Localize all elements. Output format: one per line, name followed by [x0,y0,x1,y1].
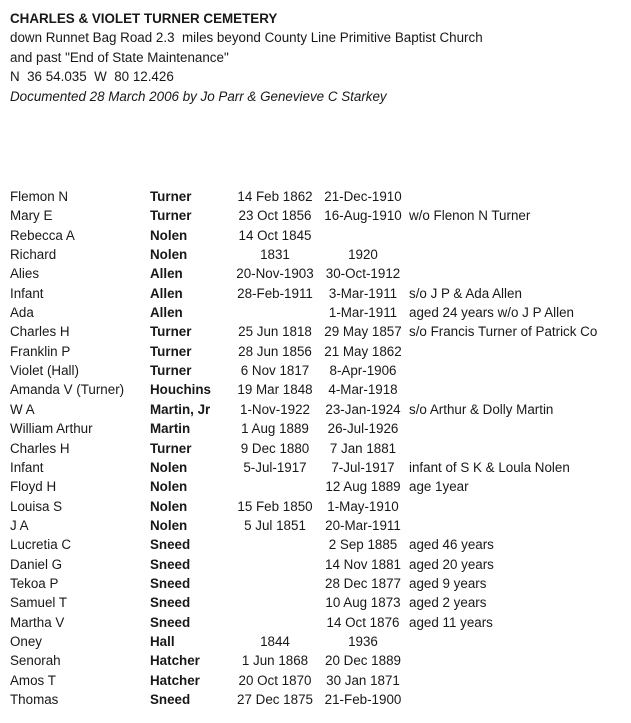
death-date-cell: 20-Mar-1911 [325,517,401,533]
surname-cell: Turner [150,208,192,224]
given-name-cell: Infant [10,459,44,475]
given-name-cell: Rebecca A [10,227,75,243]
surname-cell: Turner [150,189,192,205]
death-date-cell: 1-Mar-1911 [328,305,398,321]
notes-cell [409,380,631,399]
table-row [10,322,631,341]
birth-date-cell: 6 Nov 1817 [240,363,310,379]
birth-date-cell: 1844 [260,633,290,649]
given-name-cell: Tekoa P [10,575,59,591]
surname-cell: Nolen [150,227,188,243]
notes-cell [409,690,631,709]
notes-cell [409,342,631,361]
notes-cell [409,497,631,516]
table-row [10,671,631,690]
birth-date-cell: 1 Jun 1868 [241,653,309,669]
given-name-cell: Louisa S [10,498,63,514]
notes-cell [409,651,631,670]
death-date-cell: 30 Jan 1871 [326,672,400,688]
notes-cell: w/o Flenon N Turner [409,208,531,224]
table-row [10,303,631,322]
given-name-cell: Ada [10,305,34,321]
death-date-cell: 1-May-1910 [327,498,399,514]
notes-cell [409,516,631,535]
notes-cell: s/o Arthur & Dolly Martin [409,401,554,417]
table-row [10,613,631,632]
birth-date-cell: 19 Mar 1848 [237,382,313,398]
notes-cell: s/o J P & Ada Allen [409,285,522,301]
notes-cell [409,361,631,380]
notes-cell: s/o Francis Turner of Patrick Co [409,324,598,340]
notes-cell: aged 9 years [409,575,487,591]
birth-date-cell: 20-Nov-1903 [236,266,314,282]
birth-date-cell: 27 Dec 1875 [237,691,313,707]
death-date-cell [317,226,409,245]
birth-date-cell: 14 Feb 1862 [237,189,313,205]
surname-cell: Nolen [150,247,188,263]
birth-date-cell [233,303,317,322]
death-date-cell: 8-Apr-1906 [329,363,397,379]
death-date-cell: 21 May 1862 [324,343,402,359]
notes-cell: aged 46 years [409,537,494,553]
surname-cell: Martin [150,421,191,437]
location-description-line1: down Runnet Bag Road 2.3 miles beyond County Line Primitive Baptist Church [10,30,483,46]
surname-cell: Sneed [150,595,191,611]
death-date-cell: 16-Aug-1910 [324,208,402,224]
table-row [10,264,631,283]
surname-cell: Allen [150,266,183,282]
birth-date-cell: 14 Oct 1845 [238,227,312,243]
table-row [10,477,631,496]
notes-cell [409,671,631,690]
birth-date-cell [233,613,317,632]
surname-cell: Sneed [150,691,191,707]
birth-date-cell: 1-Nov-1922 [240,401,310,417]
cemetery-records-table [10,187,631,709]
table-row [10,458,631,477]
surname-cell: Turner [150,343,192,359]
given-name-cell: Amos T [10,672,56,688]
given-name-cell: Thomas [10,691,59,707]
death-date-cell: 1920 [348,247,378,263]
table-row [10,439,631,458]
table-row [10,206,631,225]
birth-date-cell: 9 Dec 1880 [240,440,310,456]
death-date-cell: 3-Mar-1911 [328,285,398,301]
birth-date-cell: 23 Oct 1856 [238,208,312,224]
birth-date-cell [233,593,317,612]
page-title: CHARLES & VIOLET TURNER CEMETERY [10,11,278,26]
given-name-cell: W A [10,401,35,417]
birth-date-cell: 28 Jun 1856 [238,343,312,359]
table-row [10,361,631,380]
surname-cell: Sneed [150,537,191,553]
surname-cell: Allen [150,285,183,301]
surname-cell: Nolen [150,479,188,495]
given-name-cell: Samuel T [10,595,68,611]
birth-date-cell [233,555,317,574]
death-date-cell: 23-Jan-1924 [325,401,401,417]
death-date-cell: 10 Aug 1873 [325,595,401,611]
given-name-cell: Floyd H [10,479,57,495]
notes-cell: age 1year [409,479,469,495]
notes-cell [409,632,631,651]
surname-cell: Hall [150,633,175,649]
given-name-cell: Martha V [10,614,65,630]
birth-date-cell: 28-Feb-1911 [237,285,313,301]
surname-cell: Sneed [150,614,191,630]
table-row [10,245,631,264]
table-row [10,400,631,419]
table-row [10,342,631,361]
surname-cell: Turner [150,324,192,340]
table-row [10,690,631,709]
notes-cell [409,264,631,283]
surname-cell: Hatcher [150,653,200,669]
birth-date-cell [233,574,317,593]
given-name-cell: Infant [10,285,44,301]
notes-cell: aged 20 years [409,556,494,572]
death-date-cell: 29 May 1857 [324,324,402,340]
given-name-cell: Daniel G [10,556,63,572]
given-name-cell: Mary E [10,208,53,224]
death-date-cell: 7-Jul-1917 [331,459,395,475]
table-row [10,535,631,554]
surname-cell: Nolen [150,459,188,475]
table-row [10,187,631,206]
notes-cell: aged 11 years [409,614,493,630]
notes-cell: aged 24 years w/o J P Allen [409,305,575,321]
death-date-cell: 21-Dec-1910 [324,189,402,205]
death-date-cell: 21-Feb-1900 [324,691,402,707]
death-date-cell: 4-Mar-1918 [328,382,398,398]
notes-cell [409,187,631,206]
table-row [10,574,631,593]
death-date-cell: 2 Sep 1885 [328,537,398,553]
given-name-cell: Richard [10,247,57,263]
given-name-cell: William Arthur [10,421,93,437]
birth-date-cell [233,477,317,496]
notes-cell [409,419,631,438]
given-name-cell: Charles H [10,324,70,340]
table-row [10,593,631,612]
given-name-cell: Oney [10,633,43,649]
location-description-line2: and past "End of State Maintenance" [10,49,229,65]
documented-by-line: Documented 28 March 2006 by Jo Parr & Genevieve C Starkey [10,88,387,104]
surname-cell: Sneed [150,556,191,572]
given-name-cell: Charles H [10,440,70,456]
death-date-cell: 14 Nov 1881 [325,556,401,572]
notes-cell: infant of S K & Loula Nolen [409,459,570,475]
death-date-cell: 7 Jan 1881 [329,440,397,456]
birth-date-cell [233,535,317,554]
surname-cell: Sneed [150,575,191,591]
birth-date-cell: 5-Jul-1917 [243,459,307,475]
given-name-cell: Franklin P [10,343,71,359]
surname-cell: Allen [150,305,183,321]
gps-coordinates: N 36 54.035 W 80 12.426 [10,69,174,85]
table-row [10,419,631,438]
birth-date-cell: 15 Feb 1850 [237,498,313,514]
table-row [10,651,631,670]
surname-cell: Turner [150,363,192,379]
table-row [10,380,631,399]
birth-date-cell: 5 Jul 1851 [244,517,306,533]
surname-cell: Houchins [150,382,212,398]
birth-date-cell: 1831 [260,247,290,263]
birth-date-cell: 25 Jun 1818 [238,324,312,340]
death-date-cell: 14 Oct 1876 [326,614,400,630]
table-row [10,226,631,245]
table-row [10,516,631,535]
table-row [10,632,631,651]
given-name-cell: Lucretia C [10,537,72,553]
surname-cell: Hatcher [150,672,200,688]
table-row [10,497,631,516]
surname-cell: Nolen [150,498,188,514]
given-name-cell: Senorah [10,653,61,669]
death-date-cell: 28 Dec 1877 [325,575,401,591]
notes-cell [409,439,631,458]
table-row [10,284,631,303]
cemetery-rows [10,187,631,709]
given-name-cell: Amanda V (Turner) [10,382,125,398]
given-name-cell: Violet (Hall) [10,363,79,379]
table-row [10,555,631,574]
death-date-cell: 30-Oct-1912 [325,266,401,282]
surname-cell: Nolen [150,517,188,533]
surname-cell: Turner [150,440,192,456]
notes-cell [409,226,631,245]
death-date-cell: 26-Jul-1926 [327,421,399,437]
given-name-cell: Flemon N [10,189,69,205]
death-date-cell: 1936 [348,633,378,649]
notes-cell: aged 2 years [409,595,487,611]
surname-cell: Martin, Jr [150,401,211,417]
death-date-cell: 12 Aug 1889 [325,479,401,495]
birth-date-cell: 1 Aug 1889 [241,421,309,437]
document-header [10,9,631,106]
death-date-cell: 20 Dec 1889 [325,653,401,669]
notes-cell [409,245,631,264]
given-name-cell: Alies [10,266,40,282]
birth-date-cell: 20 Oct 1870 [238,672,312,688]
given-name-cell: J A [10,517,29,533]
